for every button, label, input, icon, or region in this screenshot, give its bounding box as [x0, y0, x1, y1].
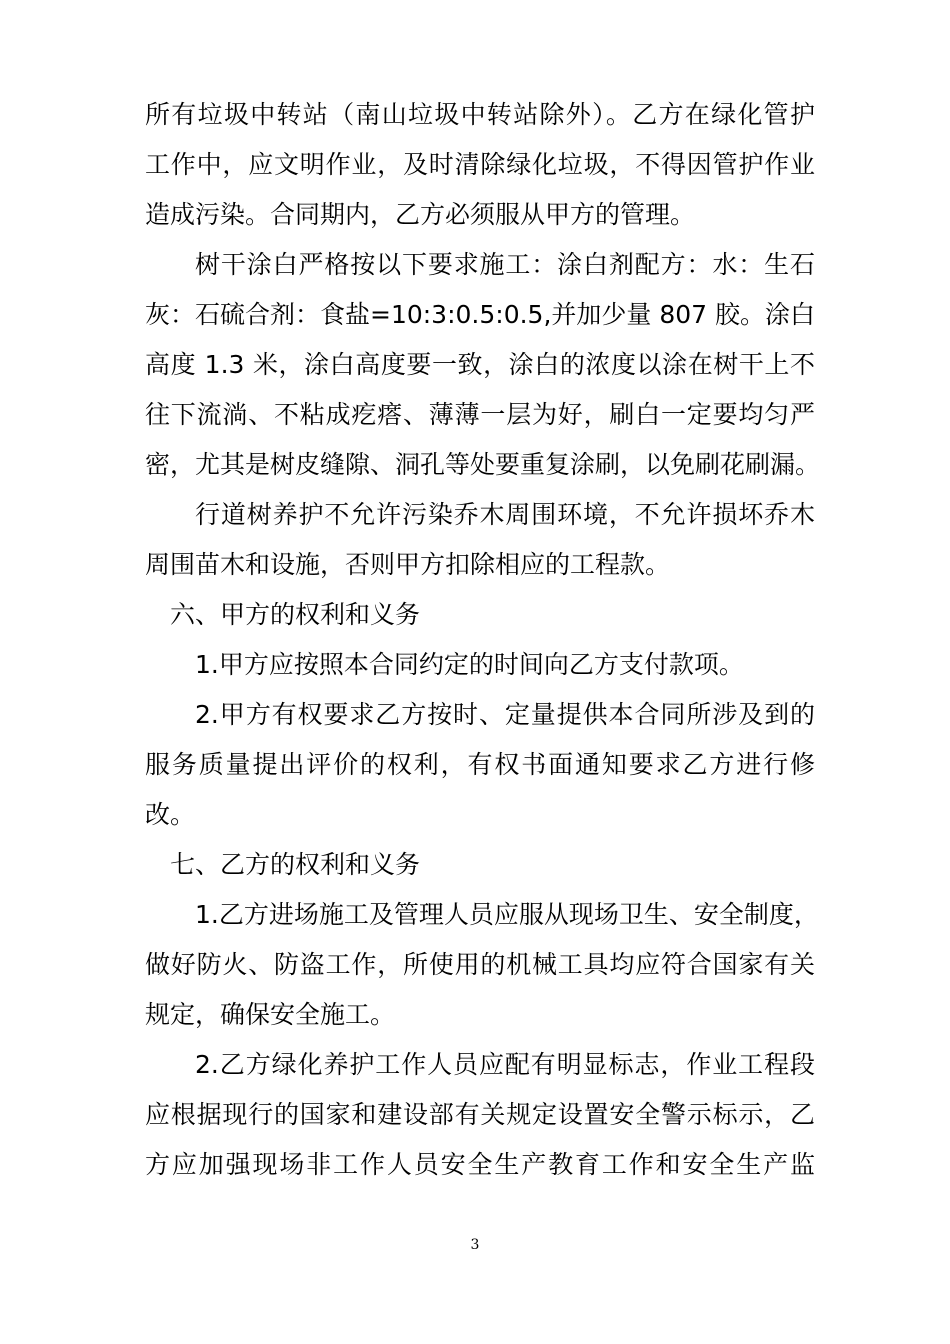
text-line: 灰：石硫合剂：食盐=10:3:0.5:0.5,并加少量 807 胶。涂白	[145, 300, 816, 329]
text-line: 密，尤其是树皮缝隙、洞孔等处要重复涂刷，以免刷花刷漏。	[145, 450, 821, 479]
section-heading: 七、乙方的权利和义务	[170, 850, 421, 879]
text-line: 应根据现行的国家和建设部有关规定设置安全警示标示，乙	[145, 1100, 815, 1129]
text-line: 高度 1.3 米，涂白高度要一致，涂白的浓度以涂在树干上不	[145, 350, 815, 379]
text-line: 服务质量提出评价的权利，有权书面通知要求乙方进行修	[145, 750, 815, 779]
text-line: 树干涂白严格按以下要求施工：涂白剂配方：水：生石	[195, 250, 815, 279]
text-line: 周围苗木和设施，否则甲方扣除相应的工程款。	[145, 550, 671, 579]
text-line: 所有垃圾中转站（南山垃圾中转站除外）。乙方在绿化管护	[145, 100, 815, 129]
text-line: 1.甲方应按照本合同约定的时间向乙方支付款项。	[195, 650, 744, 679]
page-number: 3	[470, 1237, 480, 1253]
text-line: 方应加强现场非工作人员安全生产教育工作和安全生产监	[145, 1150, 815, 1179]
text-line: 2.乙方绿化养护工作人员应配有明显标志，作业工程段	[195, 1050, 815, 1079]
text-line: 规定，确保安全施工。	[145, 1000, 396, 1029]
text-line: 往下流淌、不粘成疙瘩、薄薄一层为好，刷白一定要均匀严	[145, 400, 815, 429]
text-line: 2.甲方有权要求乙方按时、定量提供本合同所涉及到的	[195, 700, 815, 729]
text-line: 改。	[145, 800, 196, 829]
text-line: 行道树养护不允许污染乔木周围环境，不允许损坏乔木	[195, 500, 815, 529]
text-line: 做好防火、防盗工作，所使用的机械工具均应符合国家有关	[145, 950, 815, 979]
text-line: 工作中，应文明作业，及时清除绿化垃圾，不得因管护作业	[145, 150, 815, 179]
text-line: 1.乙方进场施工及管理人员应服从现场卫生、安全制度，	[195, 900, 819, 929]
text-line: 造成污染。合同期内，乙方必须服从甲方的管理。	[145, 200, 696, 229]
section-heading: 六、甲方的权利和义务	[170, 600, 421, 629]
